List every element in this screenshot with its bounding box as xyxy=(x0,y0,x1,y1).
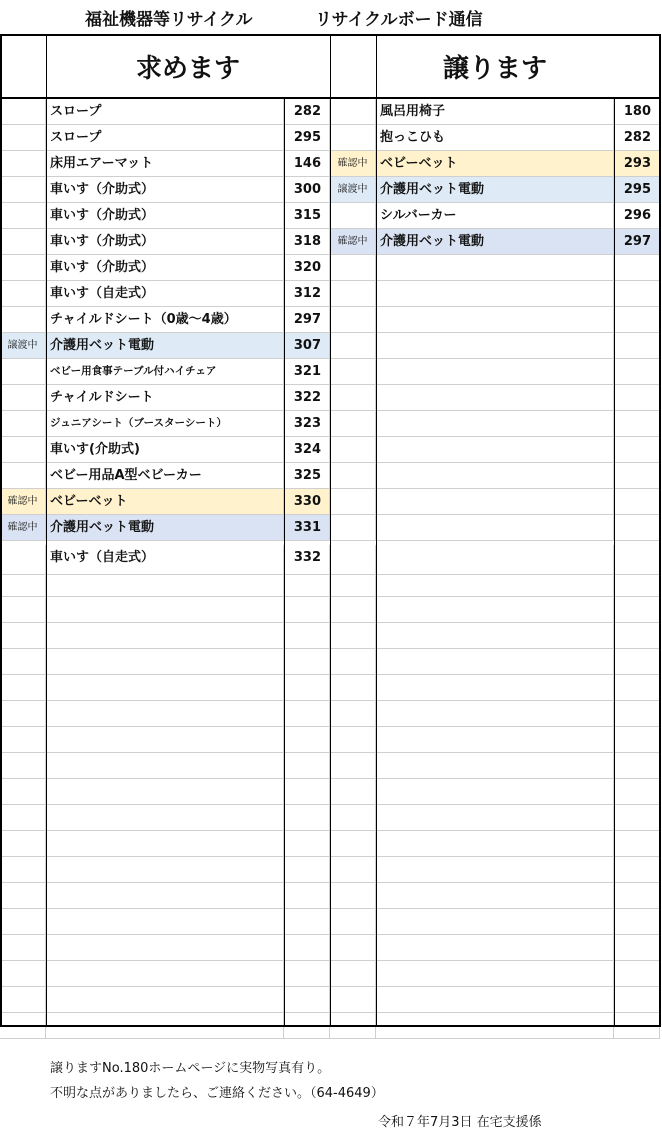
offered-item-number xyxy=(614,649,660,675)
title-right: リサイクルボード通信 xyxy=(315,10,483,30)
wanted-item-number xyxy=(284,831,330,857)
wanted-status xyxy=(0,359,46,385)
offered-item-number xyxy=(614,255,660,281)
offered-item-number xyxy=(614,831,660,857)
offered-item-number xyxy=(614,727,660,753)
offered-item-number xyxy=(614,753,660,779)
offered-status xyxy=(330,831,376,857)
wanted-item-number: 324 xyxy=(284,437,330,463)
wanted-item-number: 297 xyxy=(284,307,330,333)
offered-item-number xyxy=(614,857,660,883)
offered-item-name xyxy=(376,753,614,779)
wanted-status xyxy=(0,805,46,831)
column-divider xyxy=(614,97,615,1025)
offered-item-number: 296 xyxy=(614,203,660,229)
wanted-item-number xyxy=(284,649,330,675)
offered-item-name xyxy=(376,805,614,831)
wanted-item-name: 車いす（介助式） xyxy=(46,229,284,255)
offered-item-number xyxy=(614,489,660,515)
offered-item-name: 抱っこひも xyxy=(376,125,614,151)
wanted-status: 譲渡中 xyxy=(0,333,46,359)
offered-status xyxy=(330,857,376,883)
wanted-item-number xyxy=(284,909,330,935)
wanted-item-name xyxy=(46,909,284,935)
offered-item-number xyxy=(614,805,660,831)
offered-status xyxy=(330,99,376,125)
offered-status xyxy=(330,961,376,987)
offered-item-name xyxy=(376,359,614,385)
wanted-status xyxy=(0,857,46,883)
wanted-item-name: 車いす（自走式） xyxy=(46,281,284,307)
offered-status xyxy=(330,463,376,489)
wanted-item-name: 車いす(介助式) xyxy=(46,437,284,463)
wanted-item-number xyxy=(284,701,330,727)
wanted-item-name xyxy=(46,701,284,727)
offered-item-name xyxy=(376,437,614,463)
wanted-status xyxy=(0,151,46,177)
offered-item-number: 295 xyxy=(614,177,660,203)
wanted-status xyxy=(0,229,46,255)
wanted-status xyxy=(0,753,46,779)
wanted-status: 確認中 xyxy=(0,515,46,541)
wanted-item-name xyxy=(46,571,284,597)
note-date: 令和７年7月3日 在宅支援係 xyxy=(378,1115,542,1130)
wanted-status xyxy=(0,675,46,701)
wanted-item-number xyxy=(284,597,330,623)
offered-status xyxy=(330,623,376,649)
offered-item-name xyxy=(376,515,614,541)
offered-item-name: 介護用ベット電動 xyxy=(376,177,614,203)
wanted-item-number xyxy=(284,857,330,883)
title-left: 福祉機器等リサイクル xyxy=(85,10,253,30)
offered-status xyxy=(330,125,376,151)
wanted-item-name xyxy=(46,987,284,1013)
offered-item-name xyxy=(376,961,614,987)
offered-item-number xyxy=(614,359,660,385)
wanted-status xyxy=(0,987,46,1013)
offered-item-name xyxy=(376,883,614,909)
offered-status xyxy=(330,385,376,411)
offered-item-name: ベビーベット xyxy=(376,151,614,177)
wanted-item-name: 車いす（介助式） xyxy=(46,177,284,203)
wanted-item-number: 318 xyxy=(284,229,330,255)
wanted-item-name xyxy=(46,935,284,961)
offered-item-name xyxy=(376,935,614,961)
offered-item-number xyxy=(614,597,660,623)
column-divider xyxy=(284,97,285,1025)
wanted-item-name xyxy=(46,831,284,857)
wanted-item-number: 307 xyxy=(284,333,330,359)
wanted-status xyxy=(0,281,46,307)
offered-item-number xyxy=(614,909,660,935)
wanted-item-name xyxy=(46,649,284,675)
offered-item-name xyxy=(376,489,614,515)
offered-item-number: 293 xyxy=(614,151,660,177)
wanted-item-number xyxy=(284,883,330,909)
header-wanted: 求めます xyxy=(135,54,240,84)
wanted-item-name: スロープ xyxy=(46,125,284,151)
wanted-status xyxy=(0,411,46,437)
offered-item-number xyxy=(614,701,660,727)
wanted-item-name xyxy=(46,727,284,753)
offered-item-name xyxy=(376,675,614,701)
offered-item-number xyxy=(614,623,660,649)
wanted-item-name: 介護用ベット電動 xyxy=(46,515,284,541)
wanted-item-name: 車いす（介助式） xyxy=(46,203,284,229)
offered-item-name xyxy=(376,909,614,935)
wanted-item-name xyxy=(46,883,284,909)
offered-item-number xyxy=(614,515,660,541)
offered-item-name xyxy=(376,385,614,411)
offered-status: 譲渡中 xyxy=(330,177,376,203)
offered-status xyxy=(330,597,376,623)
wanted-item-number: 325 xyxy=(284,463,330,489)
wanted-item-number: 282 xyxy=(284,99,330,125)
offered-status xyxy=(330,333,376,359)
offered-item-name xyxy=(376,597,614,623)
offered-item-number xyxy=(614,675,660,701)
wanted-status xyxy=(0,623,46,649)
offered-item-name xyxy=(376,779,614,805)
wanted-item-number xyxy=(284,675,330,701)
wanted-item-name: 車いす（介助式） xyxy=(46,255,284,281)
offered-status xyxy=(330,701,376,727)
wanted-item-name: チャイルドシート xyxy=(46,385,284,411)
border-right xyxy=(659,34,661,1027)
wanted-item-name xyxy=(46,805,284,831)
wanted-item-number: 312 xyxy=(284,281,330,307)
header-offered: 譲ります xyxy=(442,54,547,84)
wanted-status xyxy=(0,463,46,489)
border-left xyxy=(0,34,2,1027)
offered-item-number: 180 xyxy=(614,99,660,125)
note-contact: 不明な点がありましたら、ご連絡ください。（64-4649） xyxy=(50,1086,384,1101)
offered-status xyxy=(330,281,376,307)
wanted-item-name: ジュニアシート（ブースターシート） xyxy=(46,411,284,437)
wanted-status xyxy=(0,961,46,987)
offered-item-number xyxy=(614,411,660,437)
offered-item-name xyxy=(376,623,614,649)
wanted-item-name xyxy=(46,779,284,805)
offered-item-number xyxy=(614,987,660,1013)
wanted-item-name: チャイルドシート（0歳～4歳） xyxy=(46,307,284,333)
offered-status xyxy=(330,515,376,541)
wanted-status xyxy=(0,437,46,463)
wanted-item-number: 331 xyxy=(284,515,330,541)
offered-item-number xyxy=(614,281,660,307)
offered-status xyxy=(330,753,376,779)
wanted-item-name xyxy=(46,857,284,883)
offered-status xyxy=(330,571,376,597)
wanted-item-number xyxy=(284,779,330,805)
wanted-item-number xyxy=(284,727,330,753)
offered-item-name xyxy=(376,411,614,437)
wanted-status xyxy=(0,831,46,857)
wanted-item-name: 車いす（自走式） xyxy=(46,545,284,575)
offered-item-name xyxy=(376,571,614,597)
wanted-status xyxy=(0,307,46,333)
offered-item-name xyxy=(376,333,614,359)
offered-item-name xyxy=(376,727,614,753)
wanted-status xyxy=(0,727,46,753)
wanted-item-number xyxy=(284,961,330,987)
wanted-item-number: 295 xyxy=(284,125,330,151)
offered-status xyxy=(330,727,376,753)
offered-status xyxy=(330,307,376,333)
offered-status xyxy=(330,883,376,909)
wanted-item-name: 床用エアーマット xyxy=(46,151,284,177)
wanted-item-number: 315 xyxy=(284,203,330,229)
wanted-status xyxy=(0,177,46,203)
wanted-status xyxy=(0,571,46,597)
offered-item-name xyxy=(376,831,614,857)
wanted-item-name xyxy=(46,623,284,649)
wanted-item-name: ベビー用食事テーブル付ハイチェア xyxy=(46,359,284,385)
offered-status xyxy=(330,437,376,463)
wanted-item-number: 300 xyxy=(284,177,330,203)
wanted-status xyxy=(0,385,46,411)
offered-item-number xyxy=(614,961,660,987)
wanted-item-number: 323 xyxy=(284,411,330,437)
offered-item-number xyxy=(614,779,660,805)
offered-status xyxy=(330,203,376,229)
offered-status xyxy=(330,359,376,385)
offered-item-number xyxy=(614,463,660,489)
wanted-item-name xyxy=(46,753,284,779)
wanted-status: 確認中 xyxy=(0,489,46,515)
wanted-item-name: 介護用ベット電動 xyxy=(46,333,284,359)
offered-status xyxy=(330,255,376,281)
wanted-item-number: 146 xyxy=(284,151,330,177)
offered-item-name xyxy=(376,307,614,333)
note-photo: 譲りますNo.180ホームページに実物写真有り。 xyxy=(50,1061,331,1076)
offered-item-name: 風呂用椅子 xyxy=(376,99,614,125)
offered-item-number xyxy=(614,333,660,359)
offered-status: 確認中 xyxy=(330,229,376,255)
recycle-board-table xyxy=(0,34,662,1138)
column-divider xyxy=(376,34,377,1025)
offered-item-number xyxy=(614,307,660,333)
wanted-status xyxy=(0,909,46,935)
offered-item-name xyxy=(376,463,614,489)
offered-item-number xyxy=(614,935,660,961)
wanted-item-number xyxy=(284,623,330,649)
offered-item-number: 282 xyxy=(614,125,660,151)
wanted-item-number: 322 xyxy=(284,385,330,411)
offered-status xyxy=(330,489,376,515)
offered-item-number xyxy=(614,385,660,411)
wanted-item-name xyxy=(46,675,284,701)
wanted-item-name xyxy=(46,961,284,987)
column-divider xyxy=(330,34,331,1025)
wanted-item-name: ベビーベット xyxy=(46,489,284,515)
wanted-status xyxy=(0,203,46,229)
wanted-item-number: 320 xyxy=(284,255,330,281)
offered-item-number xyxy=(614,571,660,597)
wanted-status xyxy=(0,883,46,909)
wanted-status xyxy=(0,935,46,961)
offered-item-name: 介護用ベット電動 xyxy=(376,229,614,255)
offered-item-name xyxy=(376,987,614,1013)
wanted-item-number xyxy=(284,935,330,961)
offered-item-name: シルバーカー xyxy=(376,203,614,229)
offered-status xyxy=(330,675,376,701)
wanted-item-number xyxy=(284,805,330,831)
wanted-item-number: 332 xyxy=(284,545,330,575)
wanted-item-name: ベビー用品A型ベビーカー xyxy=(46,463,284,489)
offered-item-number xyxy=(614,437,660,463)
wanted-status xyxy=(0,597,46,623)
offered-status xyxy=(330,935,376,961)
wanted-status xyxy=(0,255,46,281)
offered-item-name xyxy=(376,281,614,307)
wanted-item-number: 321 xyxy=(284,359,330,385)
wanted-status xyxy=(0,649,46,675)
offered-status: 確認中 xyxy=(330,151,376,177)
offered-item-name xyxy=(376,255,614,281)
wanted-status xyxy=(0,99,46,125)
wanted-item-number xyxy=(284,987,330,1013)
wanted-status xyxy=(0,125,46,151)
page-title xyxy=(0,0,662,34)
offered-status xyxy=(330,411,376,437)
wanted-item-number: 330 xyxy=(284,489,330,515)
wanted-status xyxy=(0,779,46,805)
offered-item-name xyxy=(376,701,614,727)
offered-status xyxy=(330,779,376,805)
wanted-item-number xyxy=(284,753,330,779)
wanted-status xyxy=(0,701,46,727)
offered-status xyxy=(330,987,376,1013)
offered-status xyxy=(330,909,376,935)
offered-item-name xyxy=(376,857,614,883)
offered-item-number: 297 xyxy=(614,229,660,255)
offered-item-number xyxy=(614,883,660,909)
offered-item-name xyxy=(376,649,614,675)
wanted-item-name: スロープ xyxy=(46,99,284,125)
offered-status xyxy=(330,805,376,831)
wanted-item-name xyxy=(46,597,284,623)
offered-status xyxy=(330,649,376,675)
wanted-item-number xyxy=(284,571,330,597)
table-bottom-border xyxy=(0,1025,661,1027)
column-divider xyxy=(46,34,47,1025)
